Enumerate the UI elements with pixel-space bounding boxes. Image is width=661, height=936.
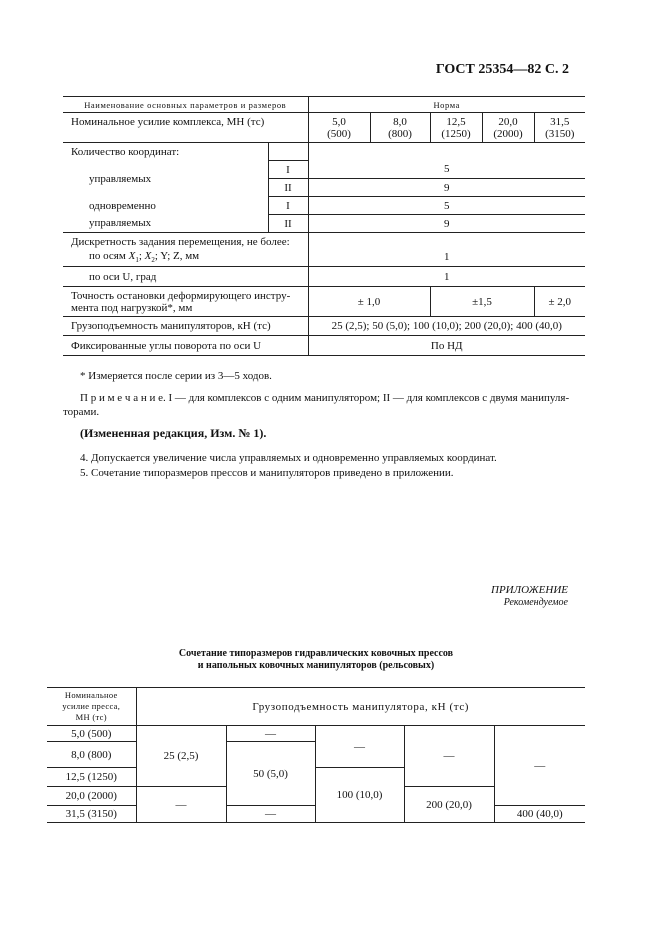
controlled-I-value: 5: [444, 163, 450, 176]
accuracy-value-3: ± 2,0: [548, 295, 572, 308]
note-text-1: I — для комплексов с одним манипулятором; II — для комплексов с двумя манипуля-: [165, 392, 570, 404]
t2-dash-1: —: [226, 726, 315, 742]
t2-dash-2: —: [315, 726, 404, 768]
t2-row-5: 31,5 (3150): [47, 806, 136, 823]
simul-label-2: управляемых: [89, 217, 152, 230]
force-label: Номинальное усилие комплекса, МН (тс): [63, 113, 308, 143]
t2-head-col2: Грузоподъемность манипулятора, кН (тс): [252, 700, 470, 713]
accuracy-value-2: ±1,5: [430, 287, 534, 317]
force-cell-1: 5,0 (500): [308, 113, 370, 143]
t2-row-2: 8,0 (800): [47, 742, 136, 768]
t2-cell-200: 200 (20,0): [404, 787, 494, 823]
force-cell-3: 12,5 (1250): [430, 113, 482, 143]
roman-I-2: I: [268, 197, 308, 215]
t2-dash-5: —: [136, 787, 226, 823]
simul-II-value: 9: [444, 217, 450, 230]
t2-cell-25: 25 (2,5): [136, 726, 226, 787]
angles-label: Фиксированные углы поворота по оси U: [63, 336, 308, 356]
angles-value: По НД: [430, 339, 463, 352]
axisU-label: по оси U, град: [63, 267, 308, 287]
accuracy-value-1: ± 1,0: [308, 287, 430, 317]
col-param-header: Наименование основных параметров и размеров: [63, 97, 308, 113]
discrete-label: Дискретность задания перемещения, не более:: [63, 233, 308, 249]
controlled-II-value: 9: [308, 179, 585, 197]
coords-label: Количество координат:: [71, 145, 180, 158]
item-5: 5. Сочетание типоразмеров прессов и манипуляторов приведено в приложении.: [80, 467, 454, 479]
t2-cell-50: 50 (5,0): [226, 742, 315, 806]
force-cell-2: 8,0 (800): [370, 113, 430, 143]
capacity-label: Грузоподъемность манипуляторов, кН (тс): [63, 317, 308, 336]
t2-cell-400: 400 (40,0): [494, 806, 585, 823]
force-cell-5: 31,5 (3150): [545, 115, 575, 140]
table2-title: Сочетание типоразмеров гидравлических ковочных прессов и напольных ковочных манипуляторов (рельсовых): [178, 648, 454, 671]
t2-dash-4: —: [494, 726, 585, 806]
axisU-value: 1: [444, 270, 450, 283]
axes-value: 1: [444, 251, 450, 264]
force-cell-4: 20,0 (2000): [482, 113, 534, 143]
parameters-table: [63, 96, 585, 356]
changed-note: (Измененная редакция, Изм. № 1).: [80, 426, 267, 440]
appendix-title: ПРИЛОЖЕНИЕ: [491, 584, 568, 596]
roman-II: II: [268, 179, 308, 197]
roman-II-2: II: [268, 215, 308, 233]
t2-cell-100: 100 (10,0): [315, 768, 404, 823]
page-header: ГОСТ 25354—82 С. 2: [435, 62, 569, 77]
t2-row-1: 5,0 (500): [47, 726, 136, 742]
accuracy-label: Точность остановки деформирующего инстру- мента под нагрузкой*, мм: [63, 287, 308, 317]
axes-label: по осям $X_1$; $X_2$; Y; Z, мм: [63, 249, 308, 267]
t2-row-3: 12,5 (1250): [47, 768, 136, 787]
t2-dash-3: —: [404, 726, 494, 787]
t2-head-col1: Номинальное усилие пресса, МН (тс): [47, 688, 136, 726]
t2-row-4: 20,0 (2000): [47, 787, 136, 806]
capacity-value: 25 (2,5); 50 (5,0); 100 (10,0); 200 (20,0); 400 (40,0): [331, 320, 562, 332]
t2-dash-6: —: [226, 806, 315, 823]
item-4: 4. Допускается увеличение числа управляемых и одновременно управляемых координат.: [80, 452, 497, 464]
footnote: * Измеряется после серии из 3—5 ходов.: [80, 370, 272, 382]
note-paragraph: [80, 392, 585, 404]
roman-I: I: [268, 161, 308, 179]
note-text-2: торами.: [63, 406, 100, 418]
simul-I-value: 5: [308, 197, 585, 215]
combination-table: [47, 687, 585, 823]
controlled-label: управляемых: [89, 172, 152, 185]
note-label: П р и м е ч а н и е.: [80, 392, 166, 404]
col-norm-header: Норма: [433, 99, 461, 110]
appendix-subtitle: Рекомендуемое: [503, 597, 568, 608]
simul-label-1: одновременно: [89, 199, 156, 212]
